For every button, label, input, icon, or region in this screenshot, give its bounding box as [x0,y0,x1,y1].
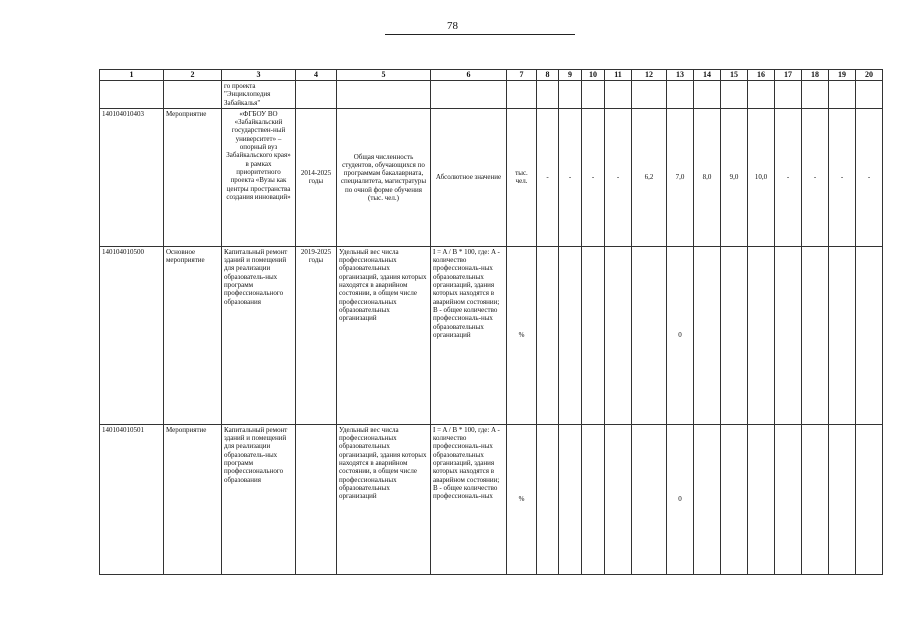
row-value [537,246,559,424]
row-indicator: Общая численность студентов, обучающихся по программам бакалавриата, специалитета, магистратуры по очной форме обучения (тыс. чел.) [337,108,431,246]
column-number: 8 [537,70,559,81]
row-name: Капитальный ремонт зданий и помещений для реализации образователь-ных программ профессионального образования [222,424,296,574]
table-row [100,424,883,574]
column-number: 1 [100,70,164,81]
row-value [829,424,856,574]
row-value [632,424,667,574]
row-value [632,246,667,424]
row-value: 0 [667,424,694,574]
row-type: Основное мероприятие [164,246,222,424]
row-value [582,246,605,424]
column-numbers-row [100,70,883,81]
row-formula: I = A / B * 100, где: A - количество профессиональ-ных образовательных организаций, здания которых находятся в аварийном состоянии; B - общее количество профессиональ-ных [431,424,507,574]
row-value: - [537,108,559,246]
row-value [694,424,721,574]
row-name: Капитальный ремонт зданий и помещений для реализации образователь-ных программ профессионального образования [222,246,296,424]
row-value [582,424,605,574]
page-number-underline [385,34,575,35]
row-value: - [582,108,605,246]
row-value [559,81,582,109]
row-value [802,424,829,574]
row-value [605,424,632,574]
page-number: 78 [447,20,458,32]
table-row [100,81,883,109]
column-number: 14 [694,70,721,81]
row-value [605,81,632,109]
row-value [802,81,829,109]
row-period [296,424,337,574]
row-value [605,246,632,424]
row-value [829,81,856,109]
row-indicator: Удельный вес числа профессиональных образовательных организаций, здания которых находятся в аварийном состоянии, в общем числе профессиональных образовательных организаций [337,246,431,424]
row-value: - [605,108,632,246]
table-row [100,108,883,246]
column-number: 13 [667,70,694,81]
column-number: 16 [748,70,775,81]
row-value: 6,2 [632,108,667,246]
table-row [100,246,883,424]
row-code [100,81,164,109]
row-value [537,81,559,109]
column-number: 5 [337,70,431,81]
program-table [99,69,883,575]
row-value [775,424,802,574]
column-number: 9 [559,70,582,81]
row-value: - [559,108,582,246]
row-type [164,81,222,109]
row-value [721,246,748,424]
row-value: 7,0 [667,108,694,246]
row-indicator [337,81,431,109]
row-unit [507,81,537,109]
column-number: 10 [582,70,605,81]
row-value: - [802,108,829,246]
row-period: 2014-2025 годы [296,108,337,246]
row-value: - [856,108,883,246]
row-unit: % [507,246,537,424]
row-type: Мероприятие [164,108,222,246]
column-number: 3 [222,70,296,81]
row-value [856,424,883,574]
column-number: 11 [605,70,632,81]
row-type: Мероприятие [164,424,222,574]
row-value [537,424,559,574]
row-value [694,246,721,424]
row-formula [431,81,507,109]
column-number: 6 [431,70,507,81]
row-unit: % [507,424,537,574]
row-name: «ФГБОУ ВО «Забайкальский государствен-ный университет» – опорный вуз Забайкальского края» в рамках приоритетного проекта «Вузы как центры пространства создания инноваций» [222,108,296,246]
column-number: 2 [164,70,222,81]
column-number: 4 [296,70,337,81]
row-value [775,246,802,424]
row-value [748,246,775,424]
row-value: 0 [667,246,694,424]
row-value [559,424,582,574]
row-value: 9,0 [721,108,748,246]
row-name: го проекта "Энциклопедия Забайкалья" [222,81,296,109]
row-value [748,81,775,109]
row-value [856,246,883,424]
row-value [748,424,775,574]
row-value [582,81,605,109]
column-number: 19 [829,70,856,81]
row-value: 8,0 [694,108,721,246]
row-value: - [829,108,856,246]
row-value [667,81,694,109]
row-value [856,81,883,109]
row-value: - [775,108,802,246]
row-code: 140104010501 [100,424,164,574]
row-value [632,81,667,109]
row-formula: Абсолютное значение [431,108,507,246]
row-value [802,246,829,424]
column-number: 15 [721,70,748,81]
row-value [721,81,748,109]
row-code: 140104010403 [100,108,164,246]
row-value [694,81,721,109]
row-value [559,246,582,424]
row-value [829,246,856,424]
column-number: 20 [856,70,883,81]
column-number: 12 [632,70,667,81]
row-period: 2019-2025 годы [296,246,337,424]
row-formula: I = A / B * 100, где: A - количество профессиональ-ных образовательных организаций, здания которых находятся в аварийном состоянии; B - общее количество профессиональ-ных образовательных организаций [431,246,507,424]
row-code: 140104010500 [100,246,164,424]
row-unit: тыс. чел. [507,108,537,246]
row-period [296,81,337,109]
row-value: 10,0 [748,108,775,246]
row-value [721,424,748,574]
column-number: 7 [507,70,537,81]
row-value [775,81,802,109]
column-number: 17 [775,70,802,81]
column-number: 18 [802,70,829,81]
row-indicator: Удельный вес числа профессиональных образовательных организаций, здания которых находятся в аварийном состоянии, в общем числе профессиональных образовательных организаций [337,424,431,574]
